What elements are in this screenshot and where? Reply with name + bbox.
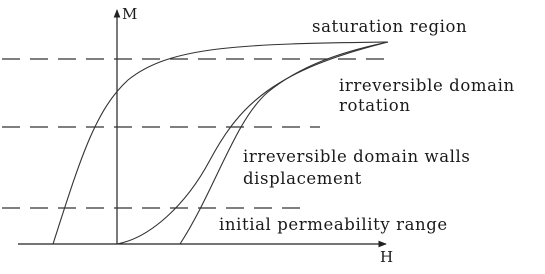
initial-magnetization-curve [117, 42, 388, 244]
saturation-region-label: saturation region [312, 17, 468, 36]
rotation-label-line-1: irreversible domain [339, 76, 515, 95]
walls-label-line-2: displacement [243, 169, 362, 188]
descending-branch-curve [53, 42, 388, 244]
walls-label-line-1: irreversible domain walls [243, 147, 471, 166]
rotation-label-line-2: rotation [339, 96, 411, 115]
ascending-branch-curve [180, 42, 388, 244]
initial-permeability-label: initial permeability range [219, 215, 448, 234]
m-axis-label: M [122, 5, 138, 23]
h-axis-label: H [380, 248, 394, 266]
